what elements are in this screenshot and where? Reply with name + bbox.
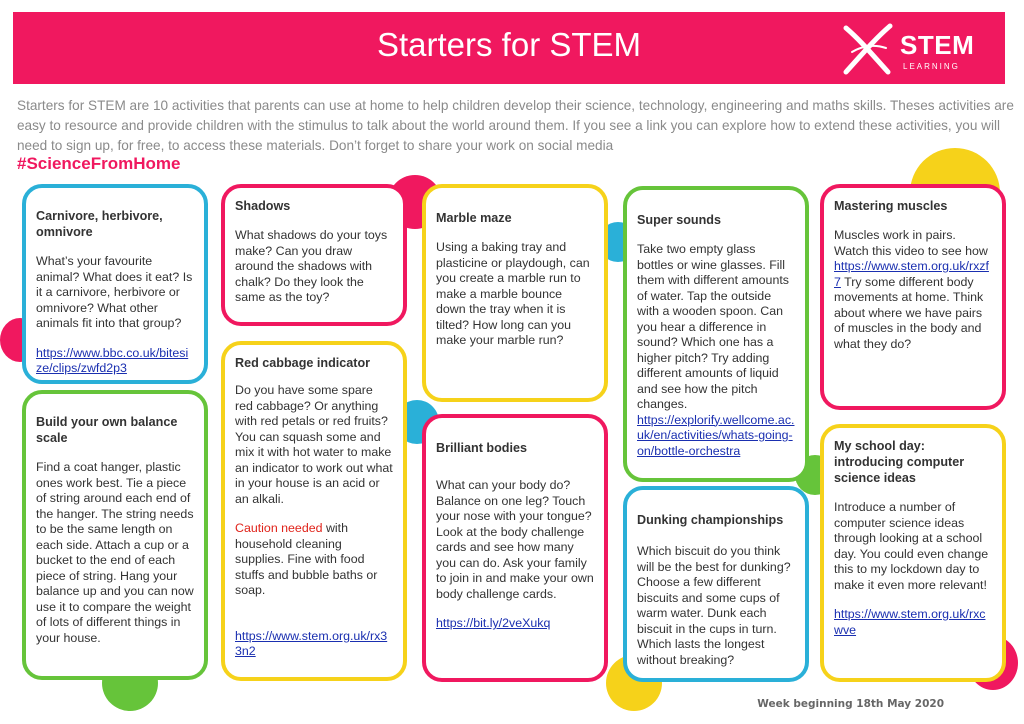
header-banner (13, 12, 1005, 84)
card-title: Marble maze (436, 211, 512, 225)
card-mastering-muscles (820, 184, 1006, 410)
card-school-day (820, 424, 1006, 682)
card-title: Brilliant bodies (436, 441, 527, 455)
card-shadows (221, 184, 407, 326)
card-title: My school day: introducing computer science ideas (834, 439, 965, 485)
intro-text: Starters for STEM are 10 activities that parents can use at home to help children develop their science, technology, engineering and maths skills. Theses activities are easy to resource and provide children with the stimulus to talk about the world around them. If you see a link you can explore how to extend these activities, you will need to sign up, for free, to access these materials. Don’t forget to share your work on social media (17, 98, 1014, 153)
card-super-sounds (623, 186, 809, 482)
card-body-start: Muscles work in pairs. Watch this video to see how (834, 228, 988, 258)
card-body: Using a baking tray and plasticine or playdough, can you create a marble run to make a marble bounce down the tray when it is tilted? How long can you make your marble run? (436, 240, 590, 347)
card-body: What’s your favourite animal? What does it eat? Is it a carnivore, herbivore or omnivore? What other animals fit into that group? (36, 254, 193, 330)
stem-logo-icon (840, 22, 896, 78)
card-body: What shadows do your toys make? Can you draw around the shadows with chalk? Do they look the same as the toy? (235, 228, 388, 304)
card-title: Dunking championships (637, 513, 784, 527)
card-body: Take two empty glass bottles or wine glasses. Fill them with different amounts of water. Tap the outside with a wooden spoon. Can you hear a difference in sound? Which one has a higher pitch? Try adding different amounts of liquid and see how the pitch changes. (637, 242, 789, 411)
logo-subtext: LEARNING (903, 62, 960, 71)
card-link[interactable]: https://www.stem.org.uk/rxzf7 (834, 259, 989, 289)
card-link[interactable]: https://www.bbc.co.uk/bitesize/clips/zwfd2p3 (36, 345, 189, 375)
card-title: Mastering muscles (834, 199, 948, 213)
card-body-end: Try some different body movements at home. Think about where we have pairs of muscles in the body and what they do? (834, 274, 984, 351)
caution-label: Caution needed (235, 521, 323, 535)
card-body: Introduce a number of computer science ideas through looking at a school day. You could even change this to my lockdown day to make it even more relevant! (834, 500, 989, 592)
card-title: Shadows (235, 199, 291, 213)
card-link[interactable]: https://www.stem.org.uk/rxcwve (834, 607, 986, 637)
page-title: Starters for STEM (376, 26, 642, 63)
logo-text: STEM (900, 30, 975, 60)
caution-text: with household cleaning supplies. Fine with food stuffs and bubble baths or soap. (235, 521, 378, 597)
hashtag: #ScienceFromHome (17, 154, 181, 173)
card-link[interactable]: https://explorify.wellcome.ac.uk/en/activities/whats-going-on/bottle-orchestra (637, 412, 795, 458)
card-body: Do you have some spare red cabbage? Or anything with red petals or red fruits? You can squash some and mix it with hot water to make an indicator to work out what in your house is an acid or an alkali. (235, 383, 393, 506)
card-link[interactable]: https://bit.ly/2veXukq (436, 616, 551, 630)
card-body: Which biscuit do you think will be the best for dunking? Choose a few different biscuits and some cups of warm water. Dunk each biscuit in the cups in turn. Which lasts the longest without breaking? (637, 544, 791, 667)
card-body (834, 228, 992, 352)
card-marble-maze (422, 184, 608, 402)
card-body: Find a coat hanger, plastic ones work best. Tie a piece of string around each end of the hanger. The string needs to be the same length on each side. Attach a cup or a bucket to the end of each piece of string. Hang your balance up and you can now use it to compare the weight of lots of different things in your house. (36, 460, 194, 645)
footer-date: Week beginning 18th May 2020 (757, 698, 944, 710)
card-brilliant-bodies (422, 414, 608, 682)
caution-note (235, 521, 393, 599)
card-red-cabbage (221, 341, 407, 681)
card-balance-scale (22, 390, 208, 680)
card-title: Carnivore, herbivore, omnivore (36, 209, 163, 239)
card-dunking-championships (623, 486, 809, 682)
card-title: Build your own balance scale (36, 415, 178, 445)
card-body: What can your body do? Balance on one leg? Touch your nose with your tongue? Look at the body challenge cards and see how many you can do. Ask your family to join in and make your own body challenge cards. (436, 478, 594, 601)
card-title: Super sounds (637, 213, 721, 227)
card-title: Red cabbage indicator (235, 356, 371, 370)
stem-logo (840, 22, 975, 78)
card-link[interactable]: https://www.stem.org.uk/rx33n2 (235, 628, 388, 658)
card-carnivore (22, 184, 208, 384)
